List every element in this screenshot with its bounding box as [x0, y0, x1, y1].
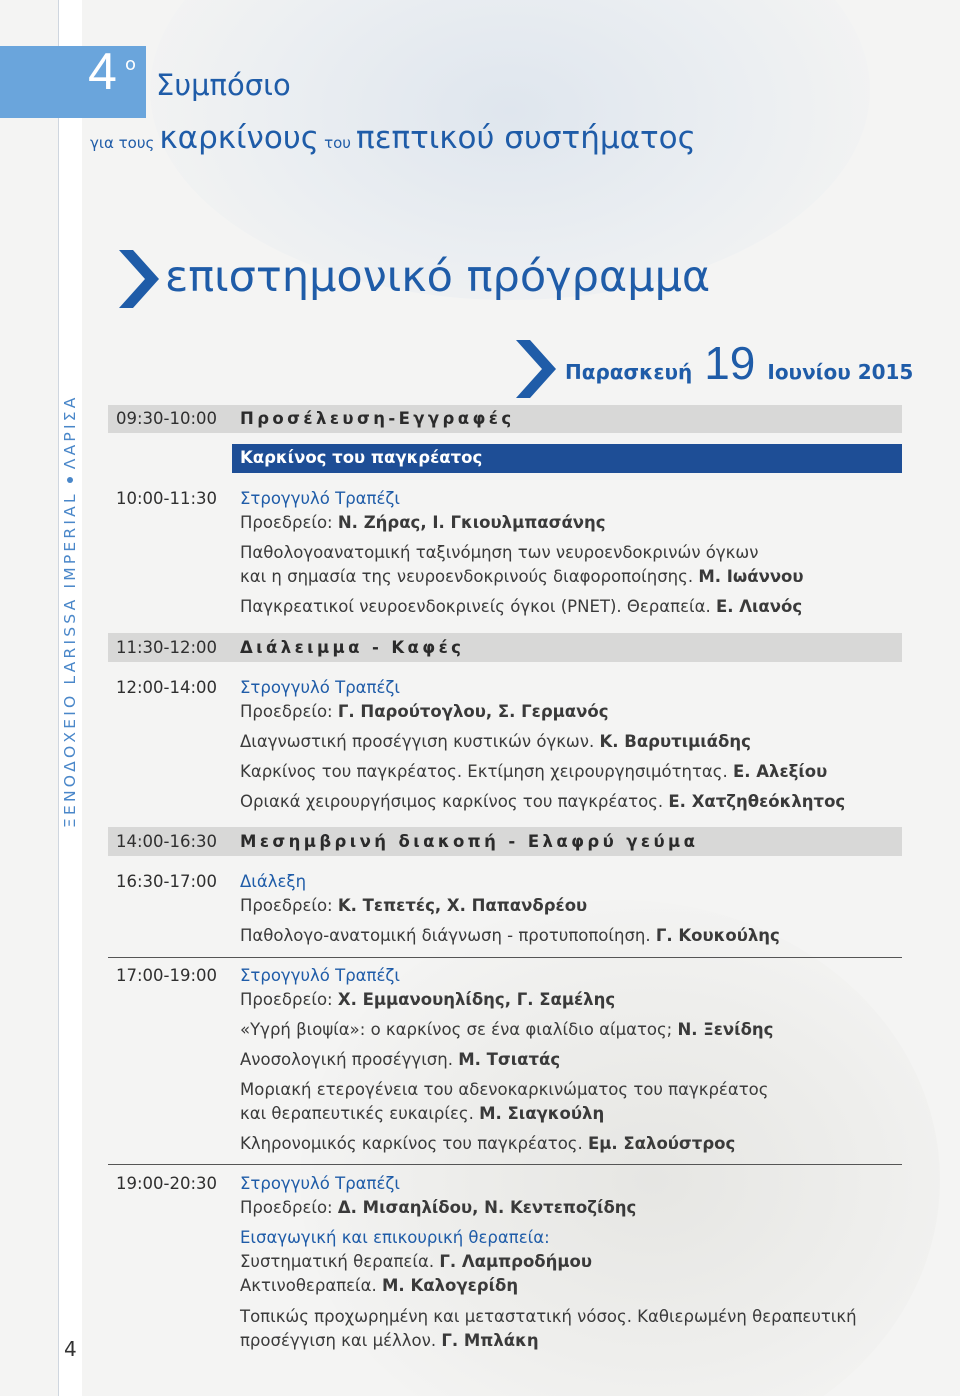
venue-name: ΞΕΝΟΔΟΧΕΙΟ LARISSA IMPERIAL [61, 491, 79, 828]
section-title: επιστημονικό πρόγραμμα [165, 252, 711, 302]
talk-title: Ακτινοθεραπεία. Μ. Καλογερίδη [240, 1276, 519, 1295]
edition-ordinal: ο [125, 54, 137, 75]
event-subtitle: για τους καρκίνους του πεπτικού συστήματος [90, 120, 696, 156]
program-date [565, 336, 913, 390]
venue-city: ΛΑΡΙΣΑ [61, 394, 79, 470]
subsection-label: Εισαγωγική και επικουρική θεραπεία: [240, 1228, 550, 1247]
session-time: 14:00-16:30 [116, 832, 218, 851]
talk-title: Μοριακή ετερογένεια του αδενοκαρκινώματος του παγκρέατος [240, 1080, 769, 1099]
talk-title: Συστηματική θεραπεία. Γ. Λαμπροδήμου [240, 1252, 592, 1271]
edition-number: 4 [88, 43, 117, 101]
talk-title: Οριακά χειρουργήσιμος καρκίνος του παγκρέατος. Ε. Χατζηθεόκλητος [240, 792, 846, 811]
event-title: Συμπόσιο [156, 68, 291, 102]
session-type: Διάλεξη [240, 872, 307, 891]
date-day: 19 [704, 337, 756, 389]
bullet-icon [67, 477, 73, 483]
session-time: 11:30-12:00 [116, 638, 218, 657]
chair-line: Προεδρείο: Κ. Τεπετές, Χ. Παπανδρέου [240, 896, 588, 915]
chevron-right-icon [514, 338, 558, 400]
chair-line: Προεδρείο: Χ. Εμμανουηλίδης, Γ. Σαμέλης [240, 990, 616, 1009]
divider [108, 1164, 902, 1165]
talk-title: προσέγγιση και μέλλον. Γ. Μπλάκη [240, 1331, 539, 1350]
talk-title: και η σημασία της νευροενδοκρινούς διαφοροποίησης. Μ. Ιωάννου [240, 567, 804, 586]
session-time: 16:30-17:00 [116, 872, 218, 891]
talk-title: Κληρονομικός καρκίνος του παγκρέατος. Εμ. Σαλούστρος [240, 1134, 736, 1153]
sidebar-divider [58, 0, 59, 1396]
divider [108, 957, 902, 958]
session-type: Στρογγυλό Τραπέζι [240, 489, 400, 508]
chair-line: Προεδρείο: Δ. Μισαηλίδου, Ν. Κεντεποζίδης [240, 1198, 637, 1217]
session-time: 19:00-20:30 [116, 1174, 218, 1193]
topic-title: Καρκίνος του παγκρέατος [240, 448, 483, 467]
talk-title: Παθολογο-ανατομική διάγνωση - προτυποποίηση. Γ. Κουκούλης [240, 926, 780, 945]
session-type: Στρογγυλό Τραπέζι [240, 1174, 400, 1193]
talk-title: Παθολογοανατομική ταξινόμηση των νευροενδοκρινών όγκων [240, 543, 759, 562]
chair-line: Προεδρείο: Ν. Ζήρας, Ι. Γκιουλμπασάνης [240, 513, 606, 532]
talk-title: και θεραπευτικές ευκαιρίες. Μ. Σιαγκούλη [240, 1104, 605, 1123]
session-type: Στρογγυλό Τραπέζι [240, 678, 400, 697]
talk-title: Παγκρεατικοί νευροενδοκρινείς όγκοι (PNET). Θεραπεία. Ε. Λιανός [240, 597, 803, 616]
session-band [108, 633, 902, 662]
session-label: Διάλειμμα - Καφές [240, 638, 465, 657]
chevron-right-icon [117, 248, 161, 310]
date-weekday: Παρασκευή [565, 360, 693, 384]
talk-title: Καρκίνος του παγκρέατος. Εκτίμηση χειρουργησιμότητας. Ε. Αλεξίου [240, 762, 828, 781]
session-label: Προσέλευση-Εγγραφές [240, 409, 515, 428]
session-time: 09:30-10:00 [116, 409, 218, 428]
session-time: 12:00-14:00 [116, 678, 218, 697]
chair-line: Προεδρείο: Γ. Παρούτογλου, Σ. Γερμανός [240, 702, 609, 721]
venue-vertical-label [61, 394, 79, 828]
session-time: 10:00-11:30 [116, 489, 218, 508]
session-type: Στρογγυλό Τραπέζι [240, 966, 400, 985]
session-time: 17:00-19:00 [116, 966, 218, 985]
date-month-year: Ιουνίου 2015 [767, 360, 914, 384]
talk-title: «Υγρή βιοψία»: ο καρκίνος σε ένα φιαλίδιο αίματος; Ν. Ξενίδης [240, 1020, 774, 1039]
talk-title: Τοπικώς προχωρημένη και μεταστατική νόσος. Καθιερωμένη θεραπευτική [240, 1307, 857, 1326]
page-number: 4 [64, 1337, 77, 1361]
talk-title: Διαγνωστική προσέγγιση κυστικών όγκων. Κ. Βαρυτιμιάδης [240, 732, 751, 751]
session-label: Μεσημβρινή διακοπή - Ελαφρύ γεύμα [240, 832, 699, 851]
talk-title: Ανοσολογική προσέγγιση. Μ. Τσιατάς [240, 1050, 561, 1069]
